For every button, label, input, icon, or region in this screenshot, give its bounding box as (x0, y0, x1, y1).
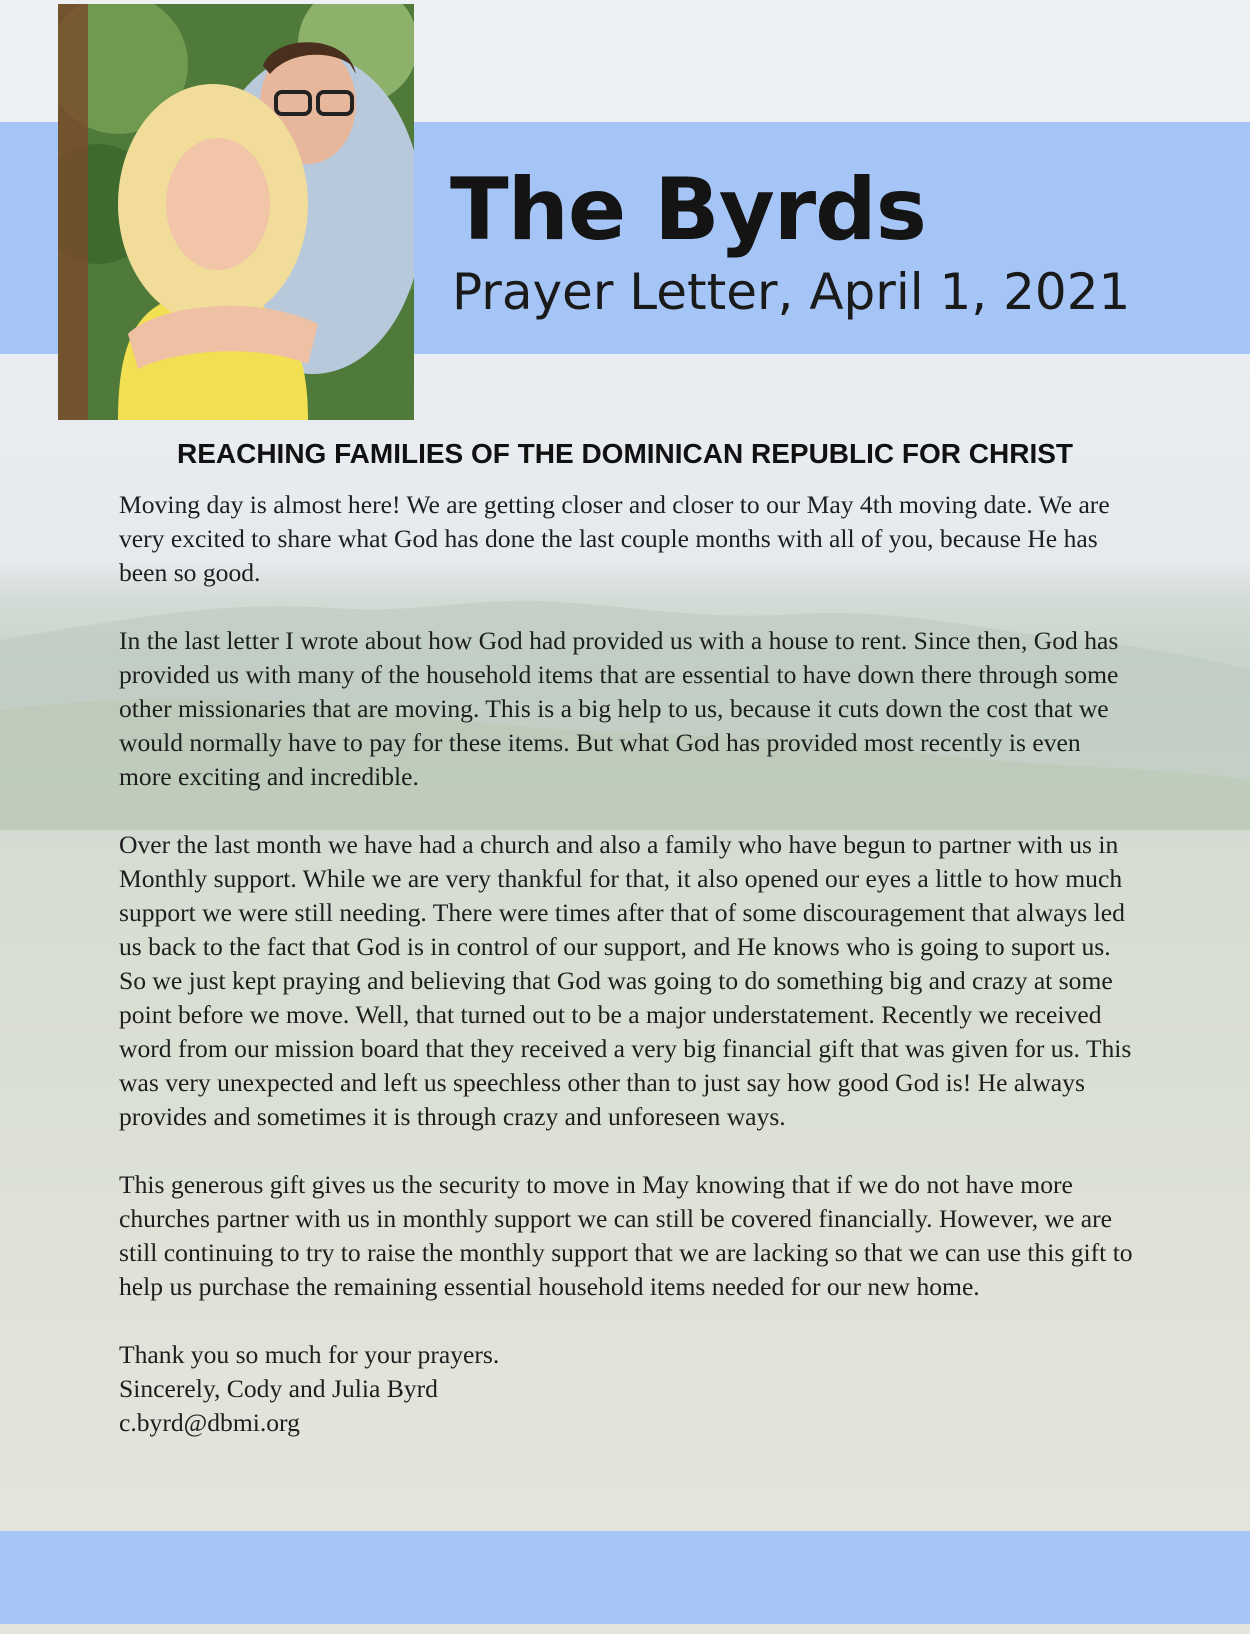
couple-photo (58, 4, 414, 420)
letter-body (119, 488, 1139, 1440)
signature-line: Sincerely, Cody and Julia Byrd (119, 1374, 438, 1403)
paragraph: Moving day is almost here! We are getting closer and closer to our May 4th moving date. We are very excited to share what God has done the last couple months with all of you, because He has been so good. (119, 490, 1110, 587)
page-title: The Byrds (450, 160, 926, 260)
email-link[interactable]: c.byrd@dbmi.org (119, 1408, 300, 1437)
signoff (119, 1338, 1139, 1440)
paragraph: In the last letter I wrote about how God had provided us with a house to rent. Since then, God has provided us with many of the household items that are essential to have down there through some other missionaries that are moving. This is a big help to us, because it cuts down the cost that we would normally have to pay for these items. But what God has provided most recently is even more exciting and incredible. (119, 626, 1119, 791)
thanks-line: Thank you so much for your prayers. (119, 1340, 500, 1369)
section-heading: REACHING FAMILIES OF THE DOMINICAN REPUBLIC FOR CHRIST (177, 438, 1073, 469)
paragraph: This generous gift gives us the security to move in May knowing that if we do not have more churches partner with us in monthly support we can still be covered financially. However, we are still continuing to try to raise the monthly support that we are lacking so that we can use this gift to help us purchase the remaining essential household items needed for our new home. (119, 1170, 1133, 1301)
footer-band (0, 1531, 1250, 1624)
page-subtitle: Prayer Letter, April 1, 2021 (452, 263, 1131, 321)
paragraph: Over the last month we have had a church and also a family who have begun to partner with us in Monthly support. While we are very thankful for that, it also opened our eyes a little to how much support we were still needing. There were times after that of some discouragement that always led us back to the fact that God is in control of our support, and He knows who is going to suport us. So we just kept praying and believing that God was going to do something big and crazy at some point before we move. Well, that turned out to be a major understatement. Recently we received word from our mission board that they received a very big financial gift that was given for us. This was very unexpected and left us speechless other than to just say how good God is! He always provides and sometimes it is through crazy and unforeseen ways. (119, 830, 1132, 1131)
